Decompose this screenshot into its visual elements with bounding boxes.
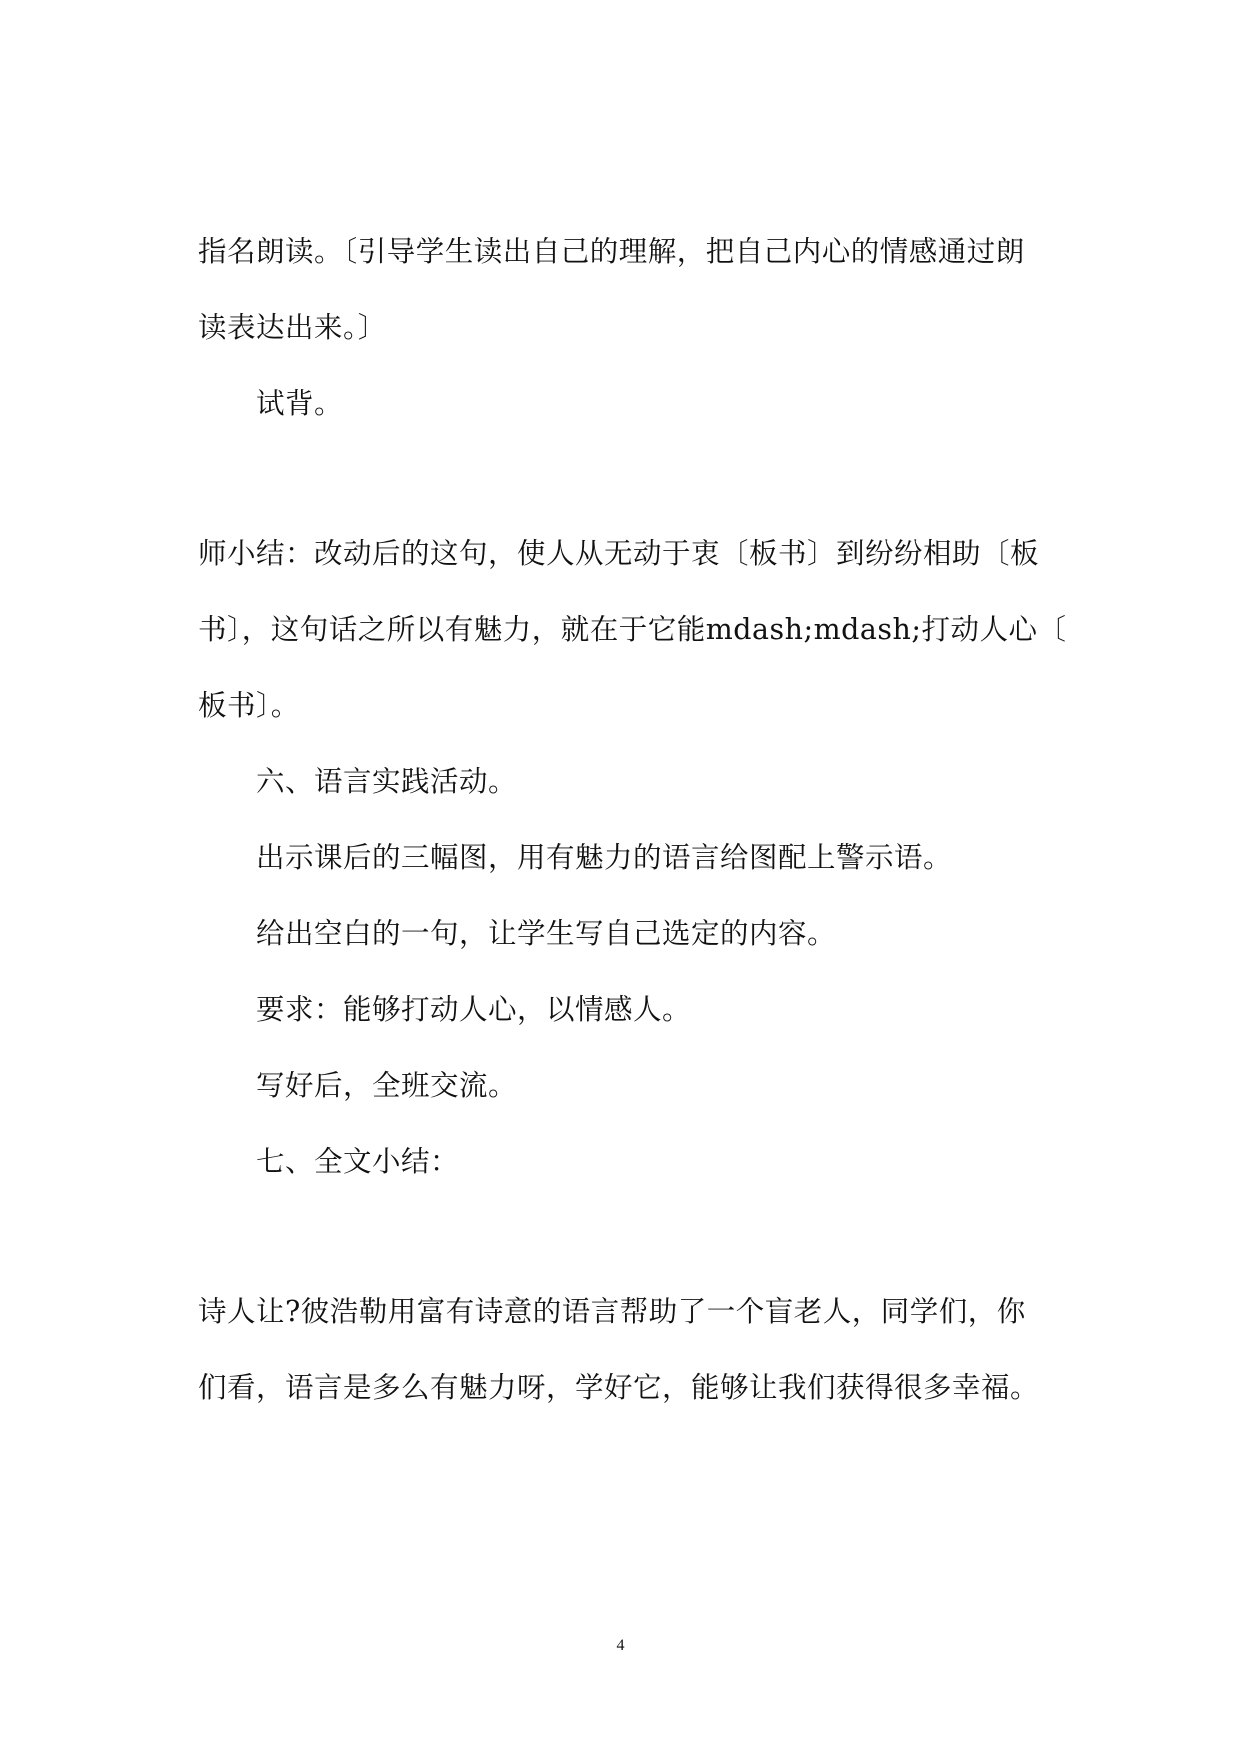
page-number: 4 — [616, 1637, 625, 1654]
paragraph-line: 试背。 — [256, 387, 344, 420]
paragraph-line: 板书〕。 — [198, 689, 300, 722]
section-heading: 七、全文小结： — [256, 1145, 460, 1178]
list-item: 写好后，全班交流。 — [256, 1069, 518, 1102]
section-heading: 六、语言实践活动。 — [256, 765, 518, 798]
paragraph-line: 指名朗读。〔引导学生读出自己的理解，把自己内心的情感通过朗 — [198, 235, 1025, 268]
paragraph-line: 们看，语言是多么有魅力呀，学好它，能够让我们获得很多幸福。 — [198, 1371, 1040, 1404]
list-item: 给出空白的一句，让学生写自己选定的内容。 — [256, 917, 837, 950]
list-item: 要求：能够打动人心，以情感人。 — [256, 993, 692, 1026]
paragraph-line: 书〕，这句话之所以有魅力，就在于它能mdash;mdash;打动人心〔 — [198, 613, 1067, 646]
list-item: 出示课后的三幅图，用有魅力的语言给图配上警示语。 — [256, 841, 953, 874]
paragraph-line: 师小结：改动后的这句，使人从无动于衷〔板书〕到纷纷相助〔板 — [198, 537, 1040, 570]
paragraph-line: 诗人让?彼浩勒用富有诗意的语言帮助了一个盲老人，同学们，你 — [198, 1295, 1026, 1328]
paragraph-line: 读表达出来。〕 — [198, 311, 387, 344]
